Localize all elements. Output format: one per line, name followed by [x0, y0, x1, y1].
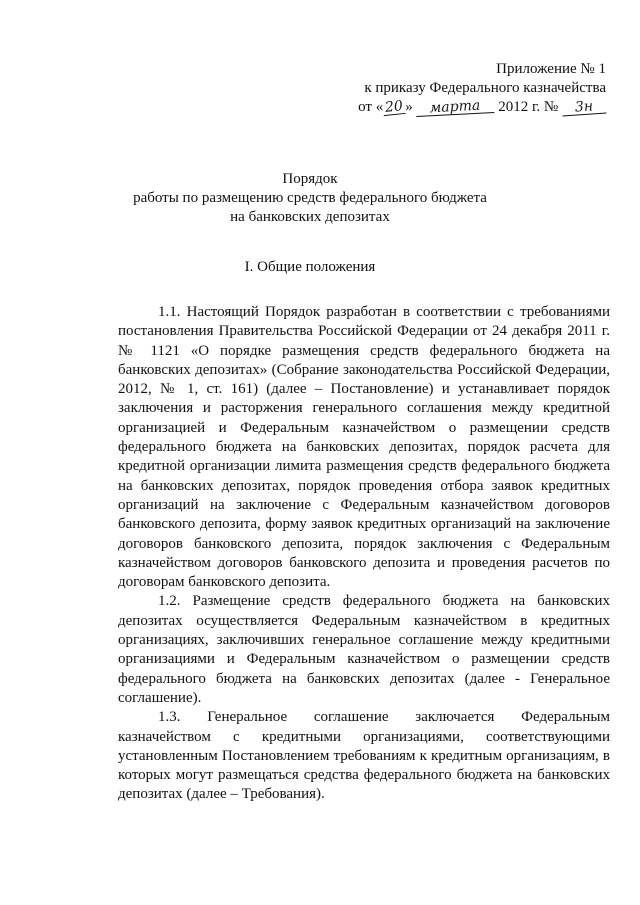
appendix-number: Приложение № 1	[496, 61, 606, 77]
title-line-1: Порядок	[282, 171, 338, 187]
paragraph-1-3: 1.3. Генеральное соглашение заключается Федеральным казначейством с кредитными организациями, соответствующими установленным Постановлением требованиям к кредитным организациям, в которых могут размещаться средства федерального бюджета на банковских депозитах (далее – Требования).	[118, 709, 610, 803]
document-body	[118, 303, 610, 805]
date-year-label: 2012 г. №	[498, 99, 559, 115]
date-close-quote: »	[405, 99, 413, 115]
document-title	[60, 170, 560, 227]
paragraph-1-2: 1.2. Размещение средств федерального бюджета на банковских депозитах осуществляется Федеральным казначейством в кредитных организациях, заключивших генеральное соглашение между кредитными организациями и Федеральным казначейством о размещении средств федерального бюджета на банковских депозитах (далее - Генеральное соглашение).	[118, 593, 610, 706]
appendix-block	[326, 60, 606, 117]
handwritten-month: марта	[416, 98, 495, 117]
title-line-2: работы по размещению средств федерального бюджета	[133, 190, 487, 206]
handwritten-day: 20	[382, 99, 405, 116]
appendix-order-reference: к приказу Федерального казначейства	[364, 80, 606, 96]
section-heading: I. Общие положения	[244, 259, 376, 275]
handwritten-order-number: 3н	[562, 98, 607, 116]
title-line-3: на банковских депозитах	[230, 209, 390, 225]
paragraph-1-1: 1.1. Настоящий Порядок разработан в соответствии с требованиями постановления Правительства Российской Федерации от 24 декабря 2011 г. № 1121 «О порядке размещения средств федерального бюджета на банковских депозитах» (Собрание законодательства Российской Федерации, 2012, № 1, ст. 161) (далее – Постановление) и устанавливает порядок заключения и расторжения генерального соглашения между кредитной организацией и Федеральным казначейством о размещении средств федерального бюджета на банковских депозитах, порядок расчета для кредитной организации лимита размещения средств федерального бюджета на банковских депозитах, порядок проведения отбора заявок кредитных организаций на заключение с Федеральным казначейством договоров банковского депозита, форму заявок кредитных организаций на заключение договоров банковского депозита, порядок заключения с Федеральным казначейством договоров банковского депозита и проведения расчетов по договорам банковского депозита.	[118, 304, 610, 591]
appendix-date-line	[326, 98, 606, 117]
date-from-label: от «	[358, 99, 384, 115]
